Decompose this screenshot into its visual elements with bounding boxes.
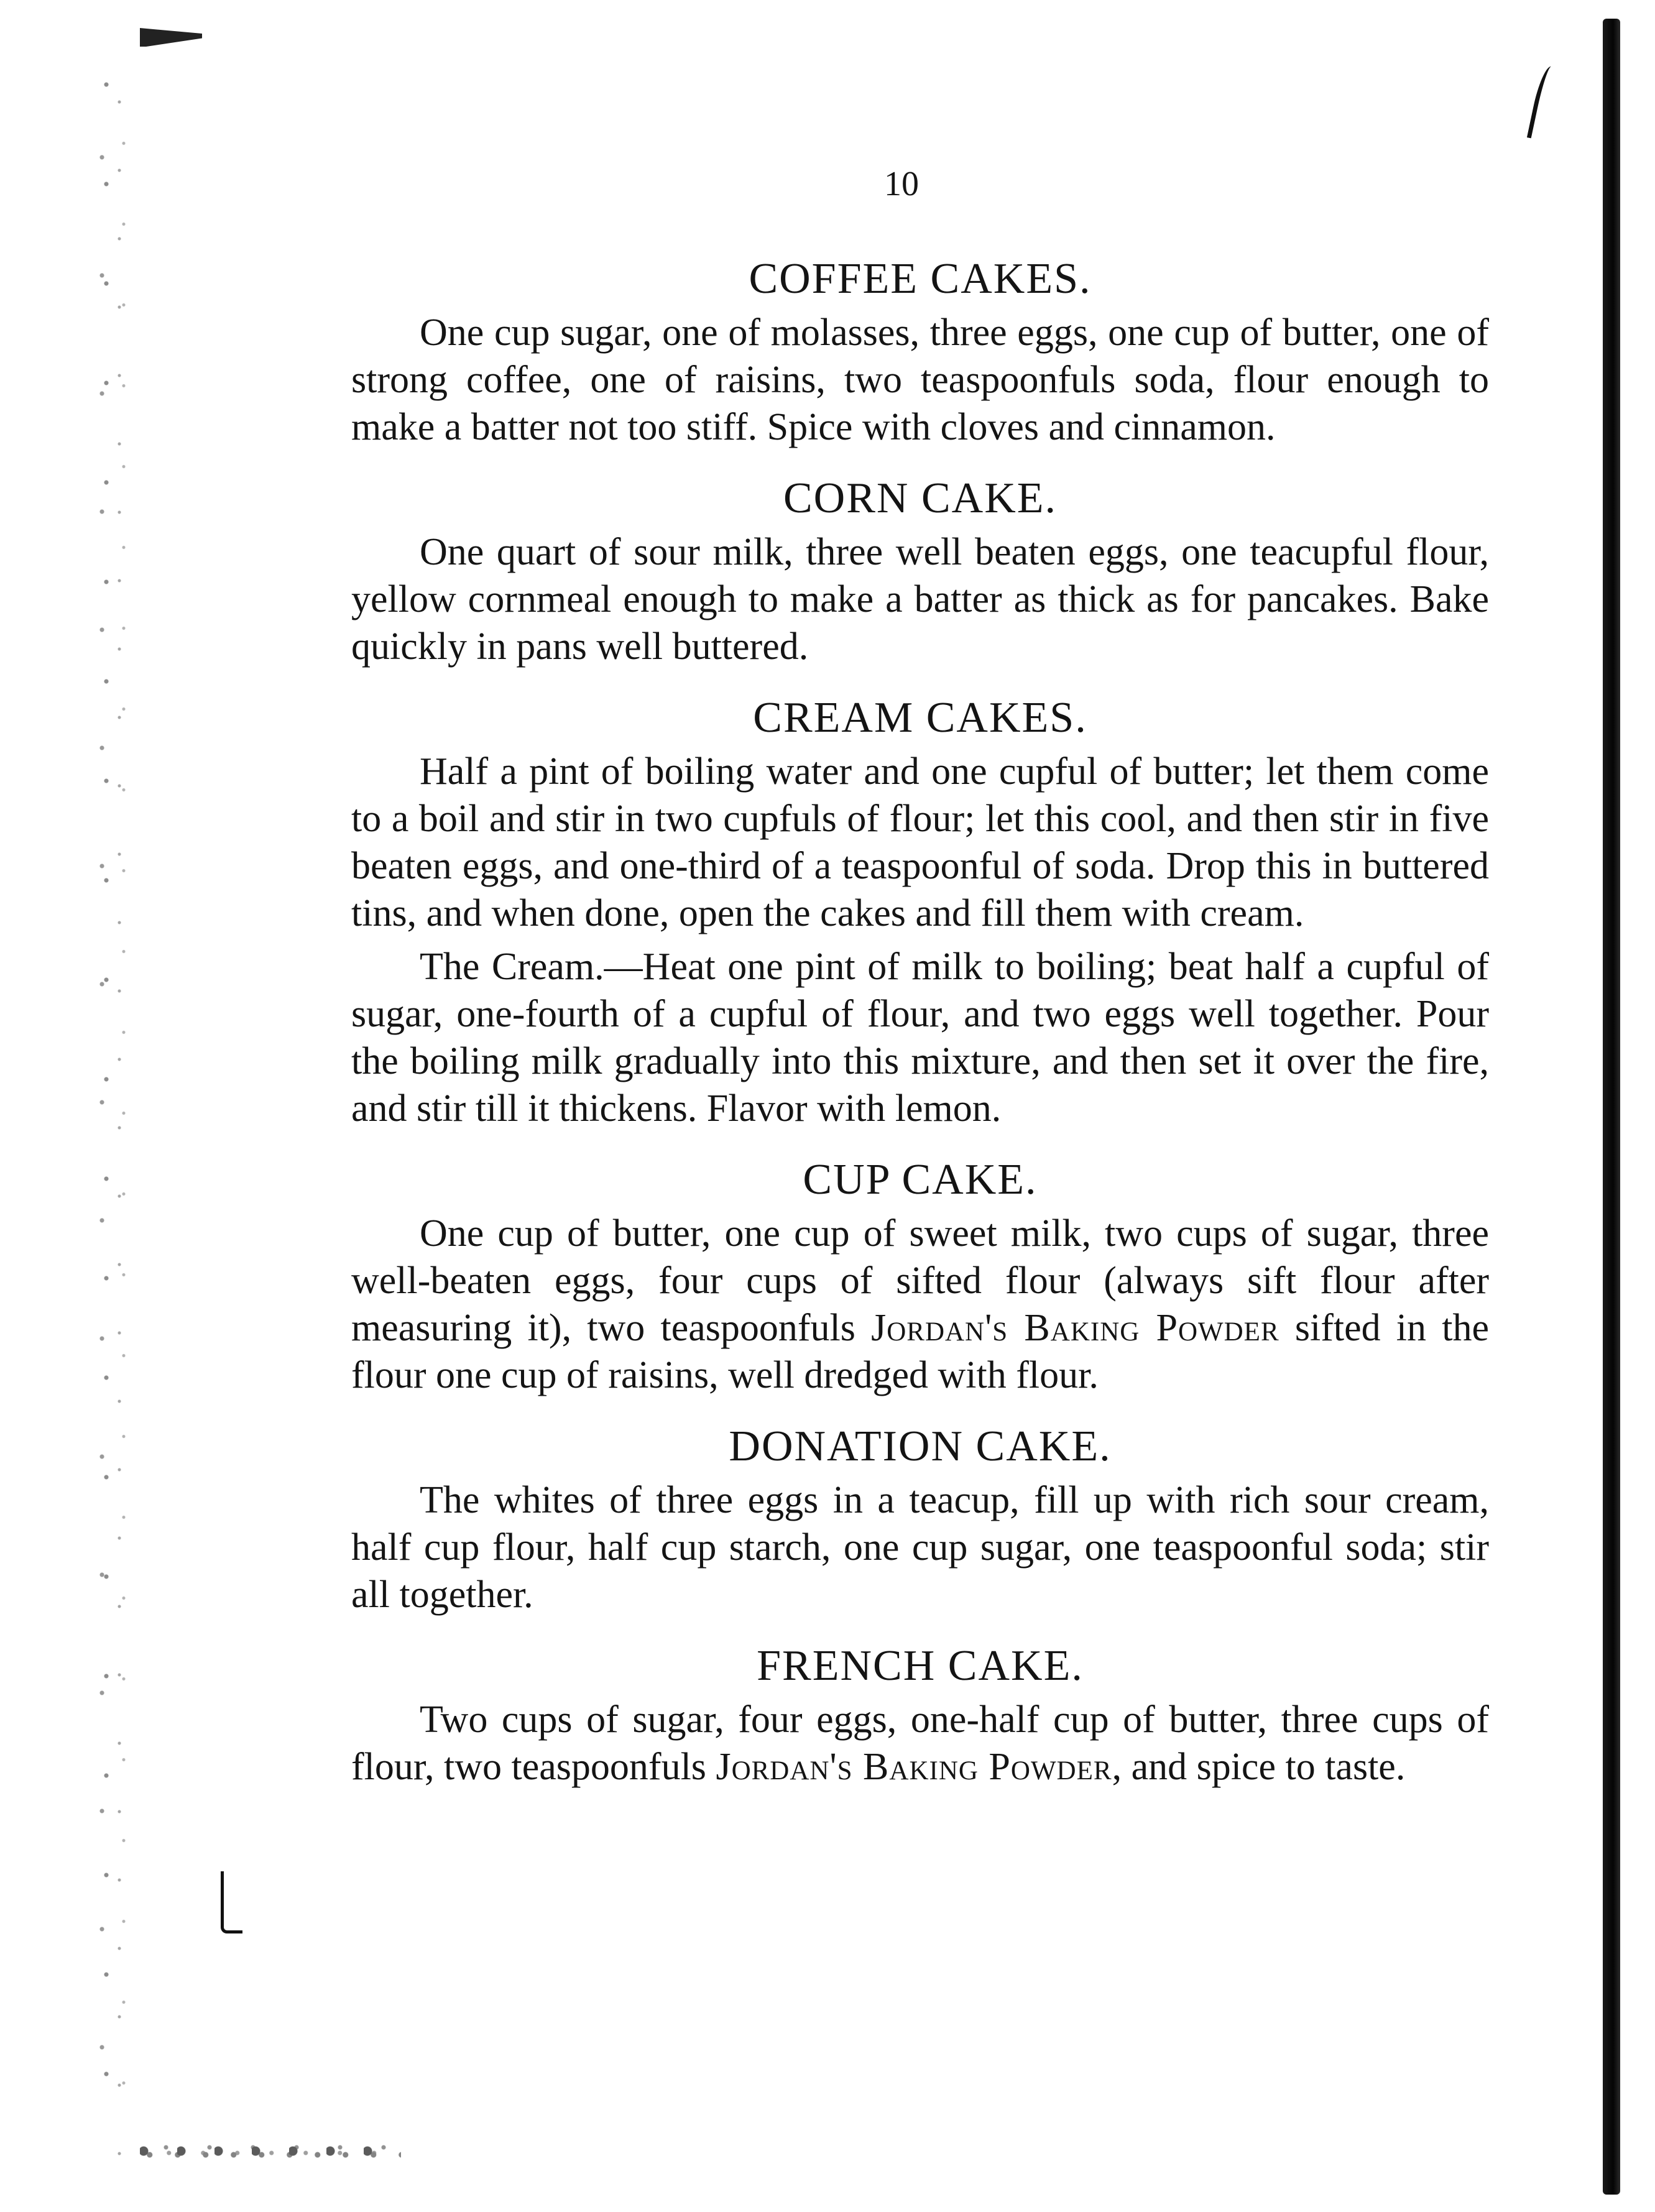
recipe-title: CUP CAKE.	[803, 1156, 1038, 1204]
recipe-title: CREAM CAKES.	[753, 694, 1087, 742]
recipe-text-part: One cup of butter, one cup of sweet milk, two cups of sugar, three well-beaten eggs, four cups of sifted flour (always sift flour after measuring it), two teaspoonfuls	[351, 1212, 1489, 1349]
recipe-coffee-cakes	[351, 255, 1489, 451]
recipe-title: COFFEE CAKES.	[749, 255, 1092, 303]
binding-shadow	[1603, 19, 1620, 2195]
recipe-text: The whites of three eggs in a teacup, fill up with rich sour cream, half cup flour, half cup starch, one cup sugar, one teaspoonful soda; stir all together.	[351, 1479, 1489, 1616]
recipe-text	[351, 1696, 1489, 1790]
recipe-text	[351, 1210, 1489, 1399]
margin-pencil-mark	[221, 1871, 242, 1933]
recipe-title: DONATION CAKE.	[729, 1422, 1112, 1470]
brand-name: Jordan's Baking Powder	[716, 1746, 1112, 1788]
recipe-text-part: Two cups of sugar, four eggs, one-half cup of butter, three cups of flour, two teaspoonfuls	[351, 1698, 1489, 1788]
recipe-cream-cakes	[351, 694, 1489, 1132]
recipe-text: One quart of sour milk, three well beaten eggs, one teacupful flour, yellow cornmeal enough to make a batter as thick as for pancakes. Bake quickly in pans well buttered.	[351, 531, 1489, 668]
recipe-text: One cup sugar, one of molasses, three eggs, one cup of butter, one of strong coffee, one of raisins, two teaspoonfuls soda, flour enough to make a batter not too stiff. Spice with cloves and cinnamon.	[351, 311, 1489, 448]
recipe-title: FRENCH CAKE.	[757, 1642, 1084, 1690]
brand-name: Jordan's Baking Powder	[871, 1307, 1279, 1349]
recipe-title: CORN CAKE.	[783, 474, 1058, 522]
page-number: 10	[884, 165, 919, 203]
recipe-text: Half a pint of boiling water and one cupful of butter; let them come to a boil and stir in two cupfuls of flour; let this cool, and then stir in five beaten eggs, and one-third of a teaspoonful of soda. Drop this in buttered tins, and when done, open the cakes and fill them with cream.	[351, 750, 1489, 934]
bottom-edge-speckles	[140, 2132, 401, 2170]
page-edge-speckles	[93, 75, 137, 2157]
recipe-column	[351, 255, 1489, 1790]
recipe-cup-cake	[351, 1156, 1489, 1399]
recipe-text-part: sifted in the flour one cup of raisins, well dredged with flour.	[351, 1307, 1489, 1396]
recipe-text-part: , and spice to taste.	[1112, 1746, 1406, 1788]
recipe-french-cake	[351, 1642, 1489, 1790]
recipe-corn-cake	[351, 474, 1489, 670]
margin-ink-mark	[1527, 65, 1557, 141]
recipe-donation-cake	[351, 1422, 1489, 1618]
recipe-cream-filling-text: The Cream.—Heat one pint of milk to boiling; beat half a cupful of sugar, one-fourth of a cupful of flour, and two eggs well together. Pour the boiling milk gradually into this mixture, and then set it over the fire, and stir till it thickens. Flavor with lemon.	[351, 946, 1489, 1130]
torn-corner-mark	[140, 28, 202, 47]
